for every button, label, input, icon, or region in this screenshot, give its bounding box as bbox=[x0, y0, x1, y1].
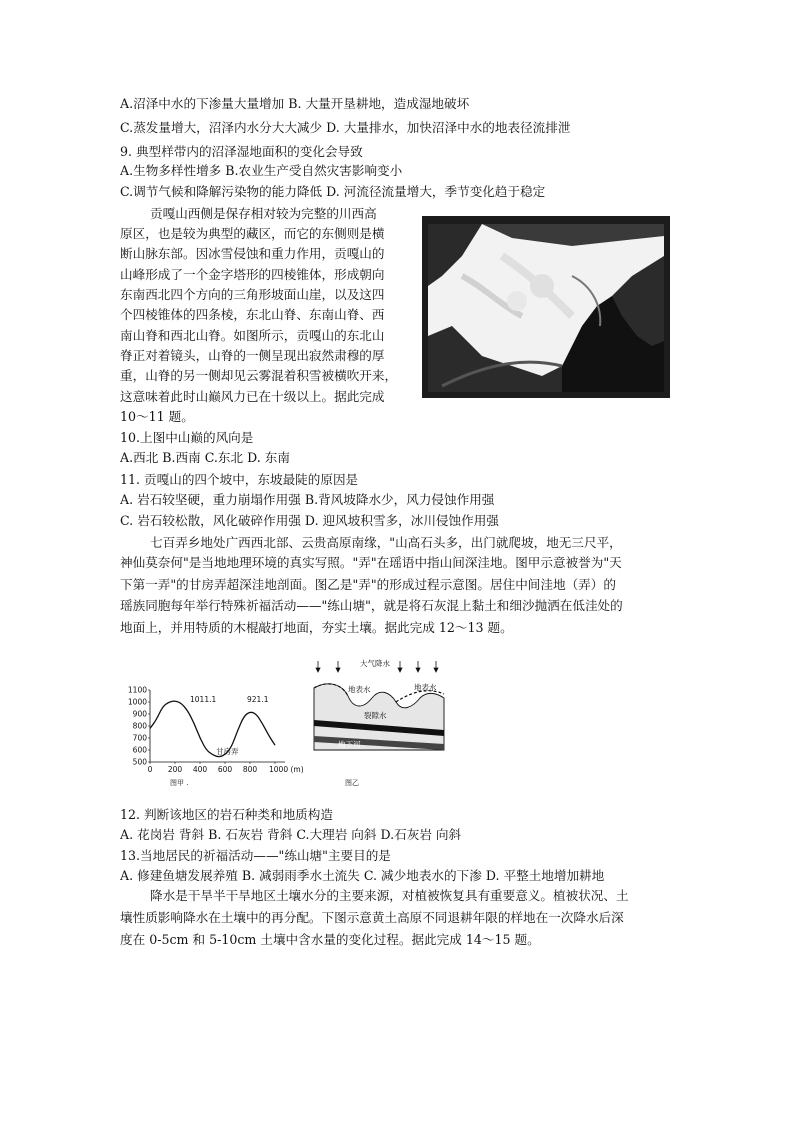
y-tick-label: 500 bbox=[132, 757, 147, 767]
passage-line: 原区，也是较为典型的藏区，而它的东侧则是横 bbox=[120, 226, 385, 241]
surface-water-label-2: 地表水 bbox=[414, 683, 437, 692]
fissure-water-label: 裂隙水 bbox=[364, 711, 387, 720]
passage-line: 10～11 题。 bbox=[120, 409, 194, 424]
question-12: 12. 判断该地区的岩石种类和地质构造 bbox=[120, 807, 333, 822]
option-line: C.蒸发量增大，沼泽内水分大大减少 D. 大量排水，加快沼泽中水的地表径流排泄 bbox=[120, 120, 571, 135]
y-tick-label: 600 bbox=[132, 745, 147, 755]
y-tick-label: 1100 bbox=[127, 685, 147, 695]
question-10: 10.上图中山巅的风向是 bbox=[120, 430, 254, 445]
figure-b-caption: 图乙 bbox=[345, 779, 359, 787]
passage-line: 下第一弄"的甘房弄超深洼地剖面。图乙是"弄"的形成过程示意图。居住中间洼地（弄）的 bbox=[120, 577, 616, 592]
passage-line: 瑶族同胞每年举行特殊祈福活动——"练山塘"，就是将石灰混上黏土和细沙抛洒在低洼处的 bbox=[120, 598, 623, 613]
passage-line: 降水是干旱半干旱地区土壤水分的主要来源，对植被恢复具有重要意义。植被状况、土 bbox=[150, 888, 629, 903]
y-tick-label: 1000 bbox=[127, 697, 147, 707]
passage-line: 壤性质影响降水在土壤中的再分配。下图示意黄土高原不同退耕年限的样地在一次降水后深 bbox=[120, 910, 624, 925]
option-line: A.生物多样性增多 B.农业生产受自然灾害影响变小 bbox=[120, 163, 403, 178]
passage-line: 贡嘎山西侧是保存相对较为完整的川西高 bbox=[150, 206, 377, 221]
option-line: A. 修建鱼塘发展养殖 B. 减弱雨季水土流失 C. 减少地表水的下渗 D. 平整土地增加耕地 bbox=[120, 868, 605, 883]
passage-line: 南山脊和西北山脊。如图所示，贡嘎山的东北山 bbox=[120, 328, 385, 343]
option-line: A. 花岗岩 背斜 B. 石灰岩 背斜 C.大理岩 向斜 D.石灰岩 向斜 bbox=[120, 827, 462, 842]
x-tick-label: 400 bbox=[192, 765, 208, 774]
valley-label: 甘房弄 bbox=[216, 747, 239, 756]
passage-line: 度在 0-5cm 和 5-10cm 土壤中含水量的变化过程。据此完成 14～15 题。 bbox=[120, 932, 540, 947]
option-line: A.西北 B.西南 C.东北 D. 东南 bbox=[120, 450, 290, 465]
passage-line: 七百弄乡地处广西西北部、云贵高原南缘，"山高石头多，出门就爬坡，地无三尺平， bbox=[150, 535, 622, 550]
figure-a-profile bbox=[120, 680, 304, 790]
passage-line: 东南西北四个方向的三角形坡面山崖，以及这四 bbox=[120, 287, 385, 302]
y-tick-label: 800 bbox=[132, 721, 147, 731]
rain-label: 大气降水 bbox=[360, 659, 390, 668]
surface-water-label-1: 地表水 bbox=[348, 685, 371, 694]
option-line: C.调节气候和降解污染物的能力降低 D. 河流径流量增大，季节变化趋于稳定 bbox=[120, 184, 546, 199]
mountain-photo bbox=[422, 216, 670, 398]
passage-line: 个四棱锥体的四条棱，东北山脊、东南山脊、西 bbox=[120, 307, 385, 322]
peak-label-2: 921.1 bbox=[247, 695, 269, 704]
x-tick-label: 200 bbox=[167, 765, 183, 774]
figure-a-caption: 图甲 . bbox=[170, 779, 189, 787]
terrain-profile-line bbox=[150, 701, 275, 756]
option-line: A.沼泽中水的下渗量大量增加 B. 大量开垦耕地，造成湿地破坏 bbox=[120, 96, 470, 111]
passage-line: 山峰形成了一个金字塔形的四棱锥体，形成朝向 bbox=[120, 267, 385, 282]
x-tick-label: 1000 (m) bbox=[269, 765, 304, 774]
x-tick-label: 600 bbox=[217, 765, 233, 774]
question-11: 11. 贡嘎山的四个坡中，东坡最陡的原因是 bbox=[120, 472, 359, 487]
y-tick-label: 900 bbox=[132, 709, 147, 719]
question-9: 9. 典型样带内的沼泽湿地面积的变化会导致 bbox=[120, 144, 363, 159]
x-tick-label: 0 bbox=[147, 765, 153, 774]
question-13: 13.当地居民的祈福活动——"练山塘"主要目的是 bbox=[120, 848, 391, 863]
passage-line: 断山脉东部。因冰雪侵蚀和重力作用，贡嘎山的 bbox=[120, 246, 385, 261]
option-line: C. 岩石较松散，风化破碎作用强 D. 迎风坡积雪多，冰川侵蚀作用强 bbox=[120, 513, 499, 528]
option-line: A. 岩石较坚硬，重力崩塌作用强 B.背风坡降水少，风力侵蚀作用强 bbox=[120, 492, 495, 507]
passage-line: 地面上，并用特质的木棍敲打地面，夯实土壤。据此完成 12～13 题。 bbox=[120, 620, 513, 635]
y-tick-label: 700 bbox=[132, 733, 147, 743]
passage-line: 重，山脊的另一侧却见云雾混着积雪被横吹开来， bbox=[120, 368, 398, 383]
passage-line: 神仙莫奈何"是当地地理环境的真实写照。"弄"在瑶语中指山间深洼地。图甲示意被誉为"天 bbox=[120, 555, 622, 570]
peak-label-1: 1011.1 bbox=[190, 695, 217, 704]
passage-line: 脊正对着镜头，山脊的一侧呈现出寂然肃穆的厚 bbox=[120, 348, 385, 363]
passage-line: 这意味着此时山巅风力已在十级以上。据此完成 bbox=[120, 389, 385, 404]
x-tick-label: 800 bbox=[242, 765, 258, 774]
figure-b-diagram bbox=[308, 658, 448, 758]
underground-river-label: 地下河 bbox=[338, 740, 361, 749]
